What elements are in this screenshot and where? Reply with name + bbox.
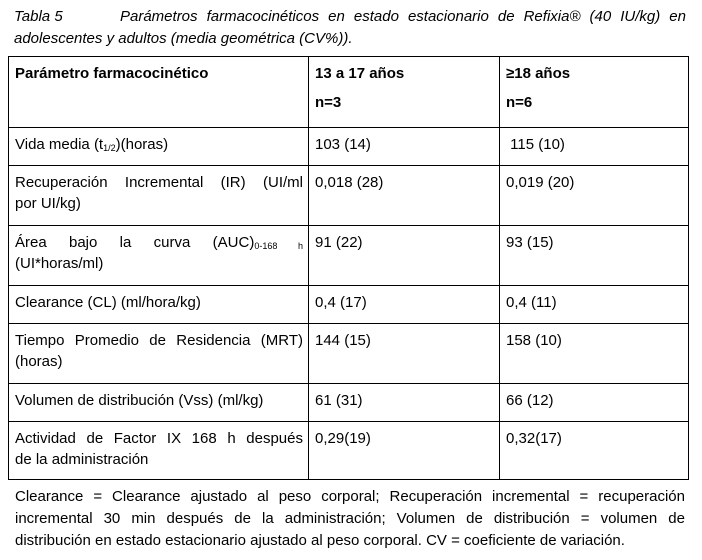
table-caption bbox=[14, 6, 686, 50]
header-group-adolescents-n: n=3 bbox=[315, 94, 342, 111]
row-factor-ix-adolescents: 0,29(19) bbox=[309, 422, 500, 480]
header-parameter: Parámetro farmacocinético bbox=[9, 57, 309, 128]
row-incremental-recovery-adolescents: 0,018 (28) bbox=[309, 166, 500, 226]
table-row bbox=[9, 422, 689, 480]
row-clearance-adolescents: 0,4 (17) bbox=[309, 286, 500, 324]
table-row bbox=[9, 384, 689, 422]
header-group-adolescents-name: 13 a 17 años bbox=[315, 65, 405, 82]
table-row bbox=[9, 128, 689, 166]
table-header-row bbox=[9, 57, 689, 128]
header-group-adults bbox=[500, 57, 689, 128]
row-clearance-adults: 0,4 (11) bbox=[500, 286, 689, 324]
row-volume-param: Volumen de distribución (Vss) (ml/kg) bbox=[9, 384, 309, 422]
footnote-line-1: Clearance = Clearance ajustado al peso corporal; Recuperación incremental = recuperación bbox=[15, 488, 685, 505]
table-row bbox=[9, 166, 689, 226]
header-group-adolescents bbox=[309, 57, 500, 128]
table-footnote bbox=[15, 486, 685, 552]
pharmacokinetic-table bbox=[8, 56, 689, 480]
row-half-life-adolescents: 103 (14) bbox=[309, 128, 500, 166]
row-mrt-adults: 158 (10) bbox=[500, 324, 689, 384]
row-factor-ix-param: Actividad de Factor IX 168 h después de la administración bbox=[9, 422, 309, 480]
row-half-life-adults: 115 (10) bbox=[500, 128, 689, 166]
table-row bbox=[9, 226, 689, 286]
table-row bbox=[9, 324, 689, 384]
header-group-adults-name: ≥18 años bbox=[506, 65, 571, 82]
table-row bbox=[9, 286, 689, 324]
row-incremental-recovery-adults: 0,019 (20) bbox=[500, 166, 689, 226]
table-label: Tabla 5 bbox=[14, 8, 63, 25]
row-volume-adolescents: 61 (31) bbox=[309, 384, 500, 422]
row-auc-adolescents: 91 (22) bbox=[309, 226, 500, 286]
footnote-line-2: incremental 30 min después de la administración; Volumen de distribución = volumen de bbox=[15, 510, 685, 527]
row-incremental-recovery-param: Recuperación Incremental (IR) (UI/ml por UI/kg) bbox=[9, 166, 309, 226]
row-clearance-param: Clearance (CL) (ml/hora/kg) bbox=[9, 286, 309, 324]
row-auc-param: Área bajo la curva $(AUC)_{0-168 h}$ (UI*horas/ml) bbox=[9, 226, 309, 286]
row-half-life-param: Vida media $(t_{1/2})(horas)$ bbox=[9, 128, 309, 166]
row-mrt-adolescents: 144 (15) bbox=[309, 324, 500, 384]
row-factor-ix-adults: 0,32(17) bbox=[500, 422, 689, 480]
table-caption-text: Parámetros farmacocinéticos en estado estacionario de Refixia® (40 IU/kg) en adolescentes y adultos (media geométrica (CV%)). bbox=[14, 8, 686, 47]
row-mrt-param: Tiempo Promedio de Residencia (MRT) (horas) bbox=[9, 324, 309, 384]
row-volume-adults: 66 (12) bbox=[500, 384, 689, 422]
row-auc-adults: 93 (15) bbox=[500, 226, 689, 286]
header-group-adults-n: n=6 bbox=[506, 94, 533, 111]
footnote-line-3: distribución en estado estacionario ajustado al peso corporal. CV = coeficiente de variación. bbox=[15, 532, 625, 549]
